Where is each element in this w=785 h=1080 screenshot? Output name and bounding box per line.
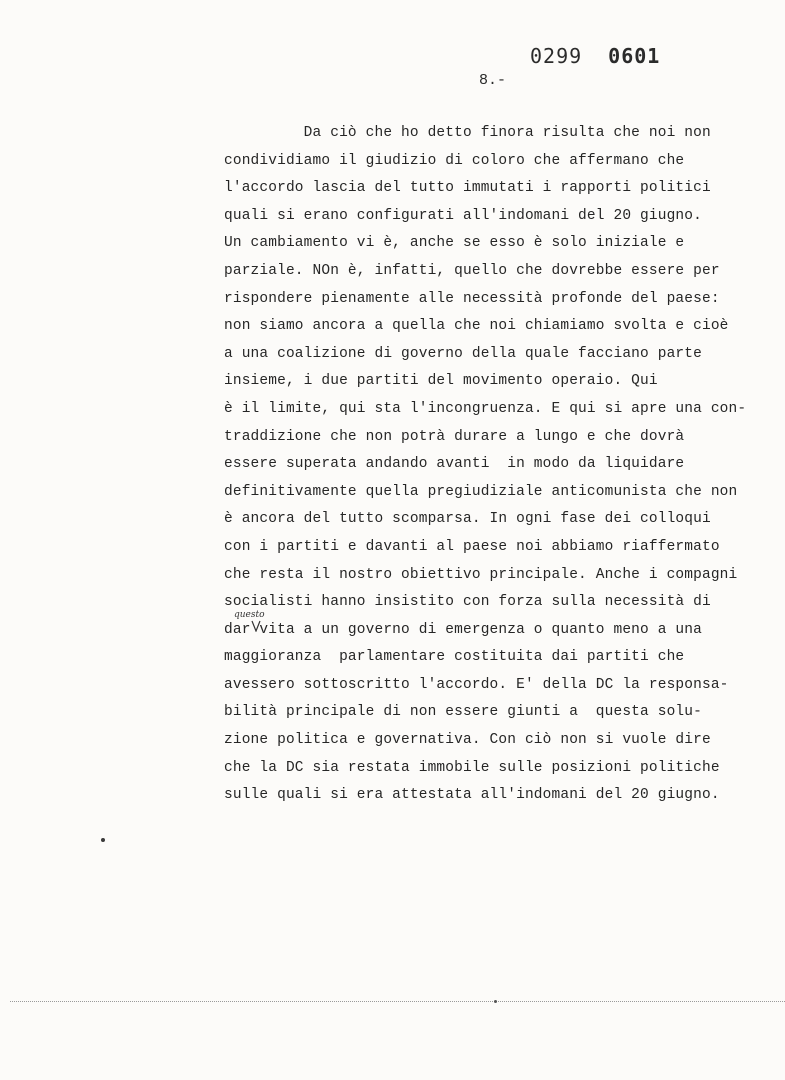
text-line: socialisti hanno insistito con forza sulla necessità di (224, 594, 711, 611)
text-line: dar vita a un governo di emergenza o quanto meno a una (224, 621, 702, 638)
text-line: rispondere pienamente alle necessità profonde del paese: (224, 290, 720, 307)
text-line: quali si erano configurati all'indomani del 20 giugno. (224, 207, 702, 224)
text-line: parziale. NOn è, infatti, quello che dovrebbe essere per (224, 262, 720, 279)
text-line: è ancora del tutto scomparsa. In ogni fase dei colloqui (224, 511, 711, 528)
text-line: insieme, i due partiti del movimento operaio. Qui (224, 373, 658, 390)
text-line: con i partiti e davanti al paese noi abbiamo riaffermato (224, 538, 720, 555)
text-line: Un cambiamento vi è, anche se esso è solo iniziale e (224, 235, 685, 252)
text-line: essere superata andando avanti in modo da liquidare (224, 456, 685, 473)
document-number-part-2: 0601 (608, 44, 661, 68)
text-line: bilità principale di non essere giunti a questa solu- (224, 704, 702, 721)
text-line: zione politica e governativa. Con ciò non si vuole dire (224, 732, 711, 749)
text-line: è il limite, qui sta l'incongruenza. E qui si apre una con- (224, 400, 747, 417)
insertion-caret-icon (251, 620, 261, 632)
text-line: sulle quali si era attestata all'indomani del 20 giugno. (224, 787, 720, 804)
text-line: non siamo ancora a quella che noi chiamiamo svolta e cioè (224, 318, 729, 335)
bottom-rule (10, 1001, 785, 1002)
rule-dot (494, 1000, 497, 1003)
text-line: avessero sottoscritto l'accordo. E' della DC la responsa- (224, 676, 729, 693)
page-number: 8.- (479, 72, 507, 89)
text-line: che la DC sia restata immobile sulle posizioni politiche (224, 759, 720, 776)
text-line: che resta il nostro obiettivo principale. Anche i compagni (224, 566, 738, 583)
body-text (224, 120, 746, 810)
page-speck (101, 838, 105, 842)
document-number-part-1: 0299 (530, 44, 583, 68)
text-line: maggioranza parlamentare costituita dai partiti che (224, 649, 685, 666)
document-number (530, 44, 660, 68)
text-line: Da ciò che ho detto finora risulta che noi non (224, 125, 711, 141)
handwritten-annotation: questo (234, 610, 265, 620)
text-line: condividiamo il giudizio di coloro che affermano che (224, 152, 685, 169)
text-line: traddizione che non potrà durare a lungo e che dovrà (224, 428, 685, 445)
text-line: a una coalizione di governo della quale facciano parte (224, 345, 702, 362)
text-line: definitivamente quella pregiudiziale anticomunista che non (224, 483, 738, 500)
text-line: l'accordo lascia del tutto immutati i rapporti politici (224, 180, 711, 197)
